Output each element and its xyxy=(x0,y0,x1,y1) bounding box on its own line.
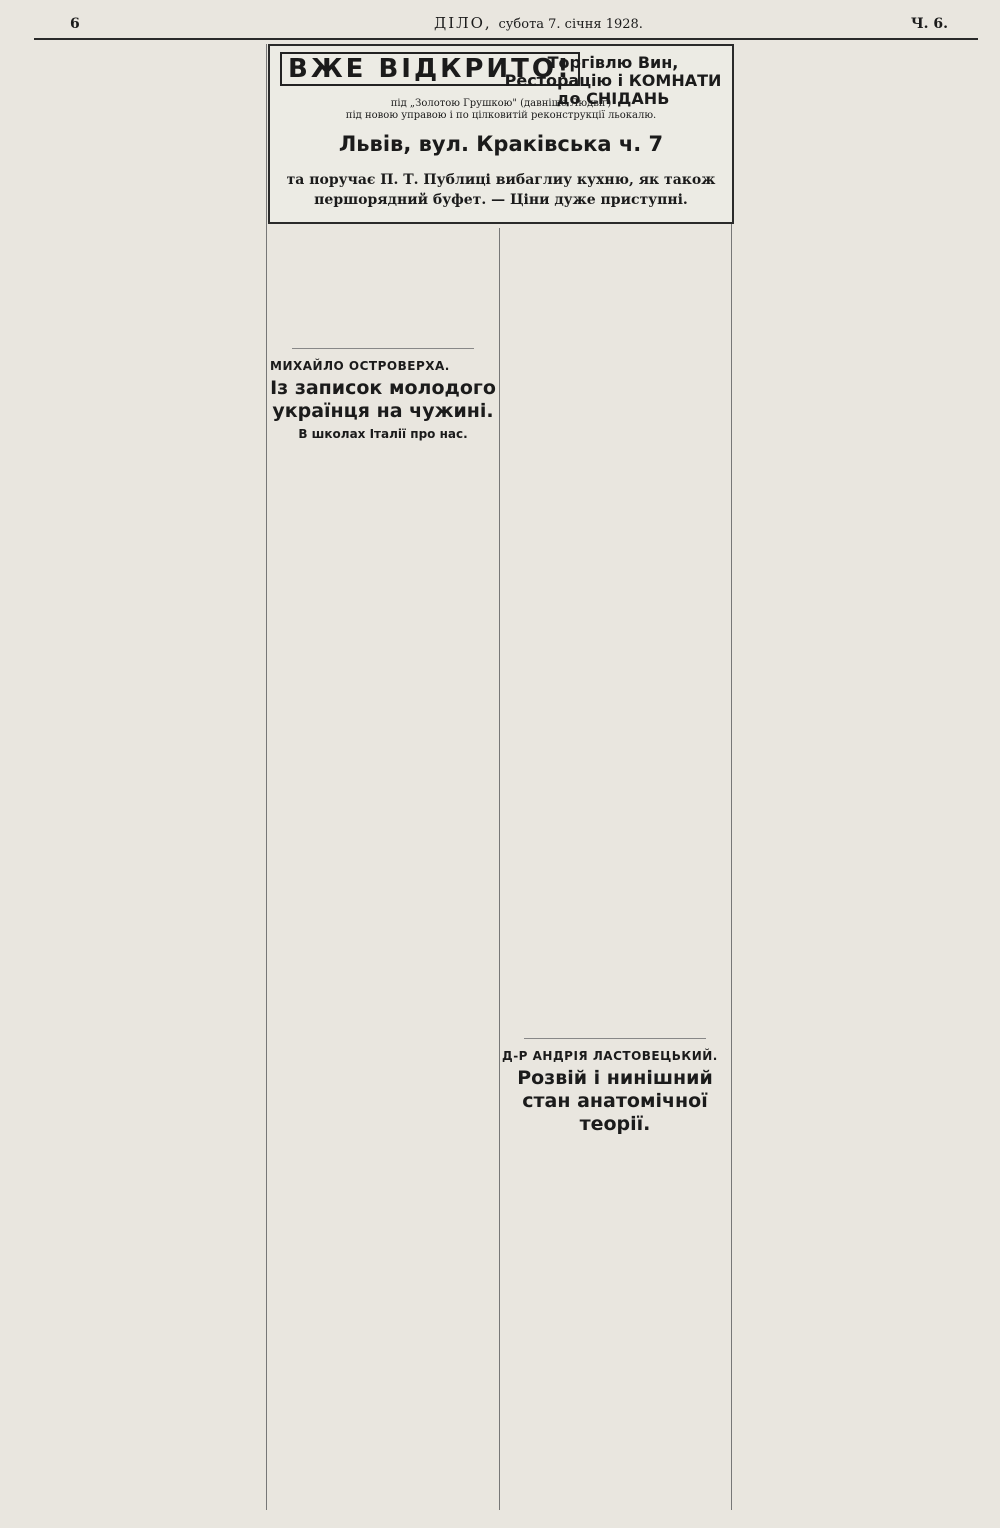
ad-address: Львів, вул. Краківська ч. 7 xyxy=(338,132,664,156)
column-4 xyxy=(735,44,975,1510)
article-separator xyxy=(292,348,474,349)
masthead xyxy=(434,14,643,32)
article-separator xyxy=(524,1038,706,1039)
ad-offer: та поручає П. Т. Публиці вибаглиу кухню, як також першорядний буфет. — Ціни дуже приступні. xyxy=(286,172,716,208)
page-header xyxy=(34,12,978,40)
page-number: 6 xyxy=(70,16,80,32)
article-byline: МИХАЙЛО ОСТРОВЕРХА. xyxy=(270,359,450,373)
column-2 xyxy=(270,228,496,1510)
advertisement-box xyxy=(268,44,734,224)
ad-renovation: під новою управою і по цілковитій реконструкції льокалю. xyxy=(345,110,657,121)
article-title: Розвій і нинішний стан анатомічної теорії. xyxy=(517,1067,713,1135)
ad-headline: ВЖЕ ВІДКРИТО! xyxy=(280,52,580,86)
article-title: Із записок молодого українця на чужині. xyxy=(270,377,496,422)
issue-number: Ч. 6. xyxy=(910,16,948,32)
column-spacer xyxy=(270,228,496,338)
column-spacer xyxy=(502,228,728,1028)
ad-venue-name: під „Золотою Грушкою" (давніше Людвіґ) xyxy=(390,98,612,109)
column-rule xyxy=(731,44,732,1510)
ad-services: Торгівлю Вин, Ресторацію і КОМНАТИ до СНІДАНЬ xyxy=(504,53,722,108)
newspaper-title: ДІЛО, xyxy=(434,14,492,32)
column-rule xyxy=(499,228,500,1510)
column-rule xyxy=(266,44,267,1510)
article-byline: Д-Р АНДРІЯ ЛАСТОВЕЦЬКИЙ. xyxy=(502,1049,718,1063)
column-3 xyxy=(502,228,728,1510)
column-1 xyxy=(34,44,262,1510)
issue-date: субота 7. січня 1928. xyxy=(498,17,643,32)
article-subtitle: В школах Італії про нас. xyxy=(298,427,468,441)
